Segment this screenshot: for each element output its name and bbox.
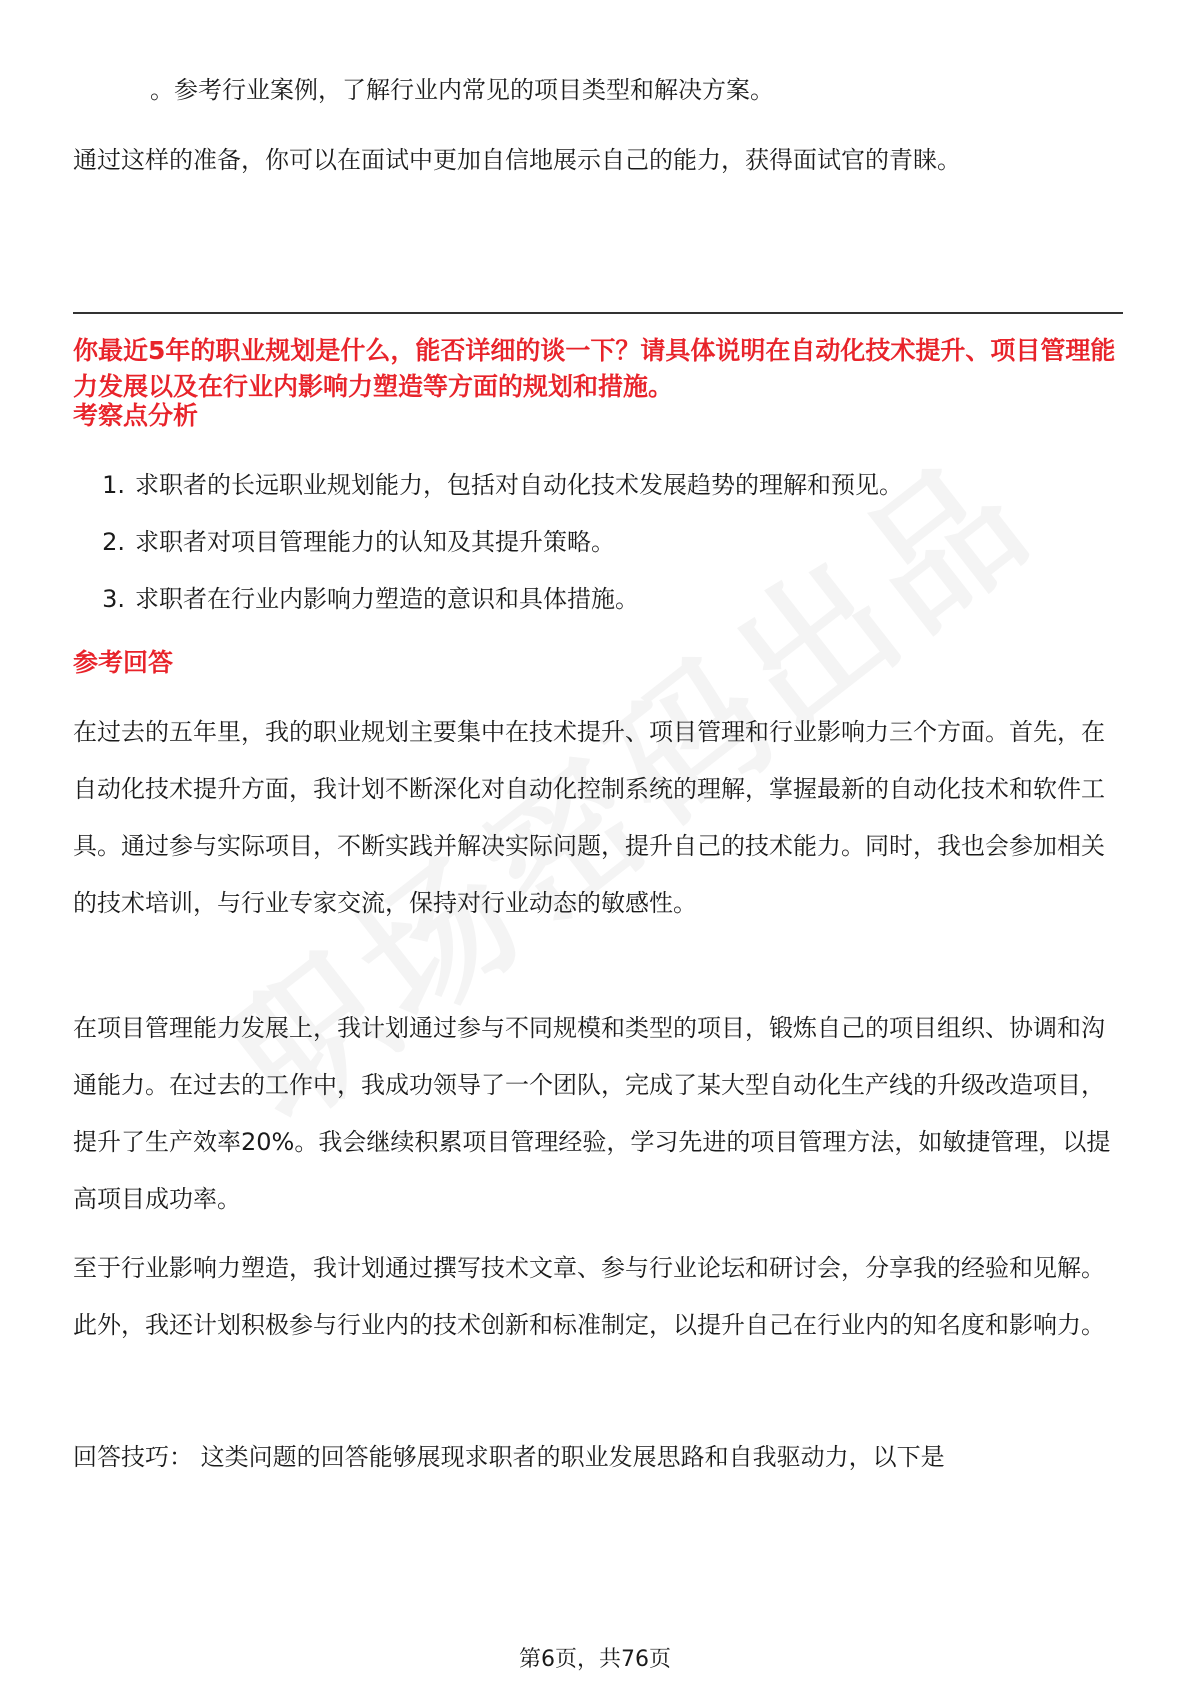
carryover-bullet: [150, 72, 774, 108]
intro-conclusion: 通过这样的准备，你可以在面试中更加自信地展示自己的能力，获得面试官的青睐。: [73, 146, 961, 174]
bullet-text: 参考行业案例，了解行业内常见的项目类型和解决方案。: [174, 76, 774, 104]
answer-paragraph-1: 在过去的五年里，我的职业规划主要集中在技术提升、项目管理和行业影响力三个方面。首先，在自动化技术提升方面，我计划不断深化对自动化控制系统的理解，掌握最新的自动化技术和软件工具。通过参与实际项目，不断实践并解决实际问题，提升自己的技术能力。同时，我也会参加相关的技术培训，与行业专家交流，保持对行业动态的敏感性。: [73, 718, 1105, 917]
list-item: [73, 467, 1123, 524]
bullet-marker: 。: [150, 76, 174, 104]
answer-tips-line: 回答技巧： 这类问题的回答能够展现求职者的职业发展思路和自我驱动力，以下是: [73, 1443, 945, 1471]
section-divider: [73, 312, 1123, 314]
question-heading: 你最近5年的职业规划是什么，能否详细的谈一下？请具体说明在自动化技术提升、项目管理能力发展以及在行业内影响力塑造等方面的规划和措施。: [73, 336, 1116, 401]
list-number: 2.: [102, 528, 125, 556]
answer-title: 参考回答: [73, 648, 174, 677]
list-item: [73, 524, 1123, 581]
analysis-list: [73, 467, 1123, 638]
answer-paragraph-3: 至于行业影响力塑造，我计划通过撰写技术文章、参与行业论坛和研讨会，分享我的经验和见解。此外，我还计划积极参与行业内的技术创新和标准制定，以提升自己在行业内的知名度和影响力。: [73, 1254, 1105, 1339]
list-text: 求职者在行业内影响力塑造的意识和具体措施。: [135, 585, 639, 613]
list-text: 求职者的长远职业规划能力，包括对自动化技术发展趋势的理解和预见。: [135, 471, 903, 499]
list-number: 1.: [102, 471, 125, 499]
analysis-title: 考察点分析: [73, 401, 199, 430]
answer-paragraph-2: 在项目管理能力发展上，我计划通过参与不同规模和类型的项目，锻炼自己的项目组织、协调和沟通能力。在过去的工作中，我成功领导了一个团队，完成了某大型自动化生产线的升级改造项目，提升了生产效率20%。我会继续积累项目管理经验，学习先进的项目管理方法，如敏捷管理，以提高项目成功率。: [73, 1014, 1111, 1213]
page-footer: 第6页，共76页: [519, 1647, 671, 1672]
list-text: 求职者对项目管理能力的认知及其提升策略。: [135, 528, 615, 556]
list-number: 3.: [102, 585, 125, 613]
list-item: [73, 581, 1123, 638]
